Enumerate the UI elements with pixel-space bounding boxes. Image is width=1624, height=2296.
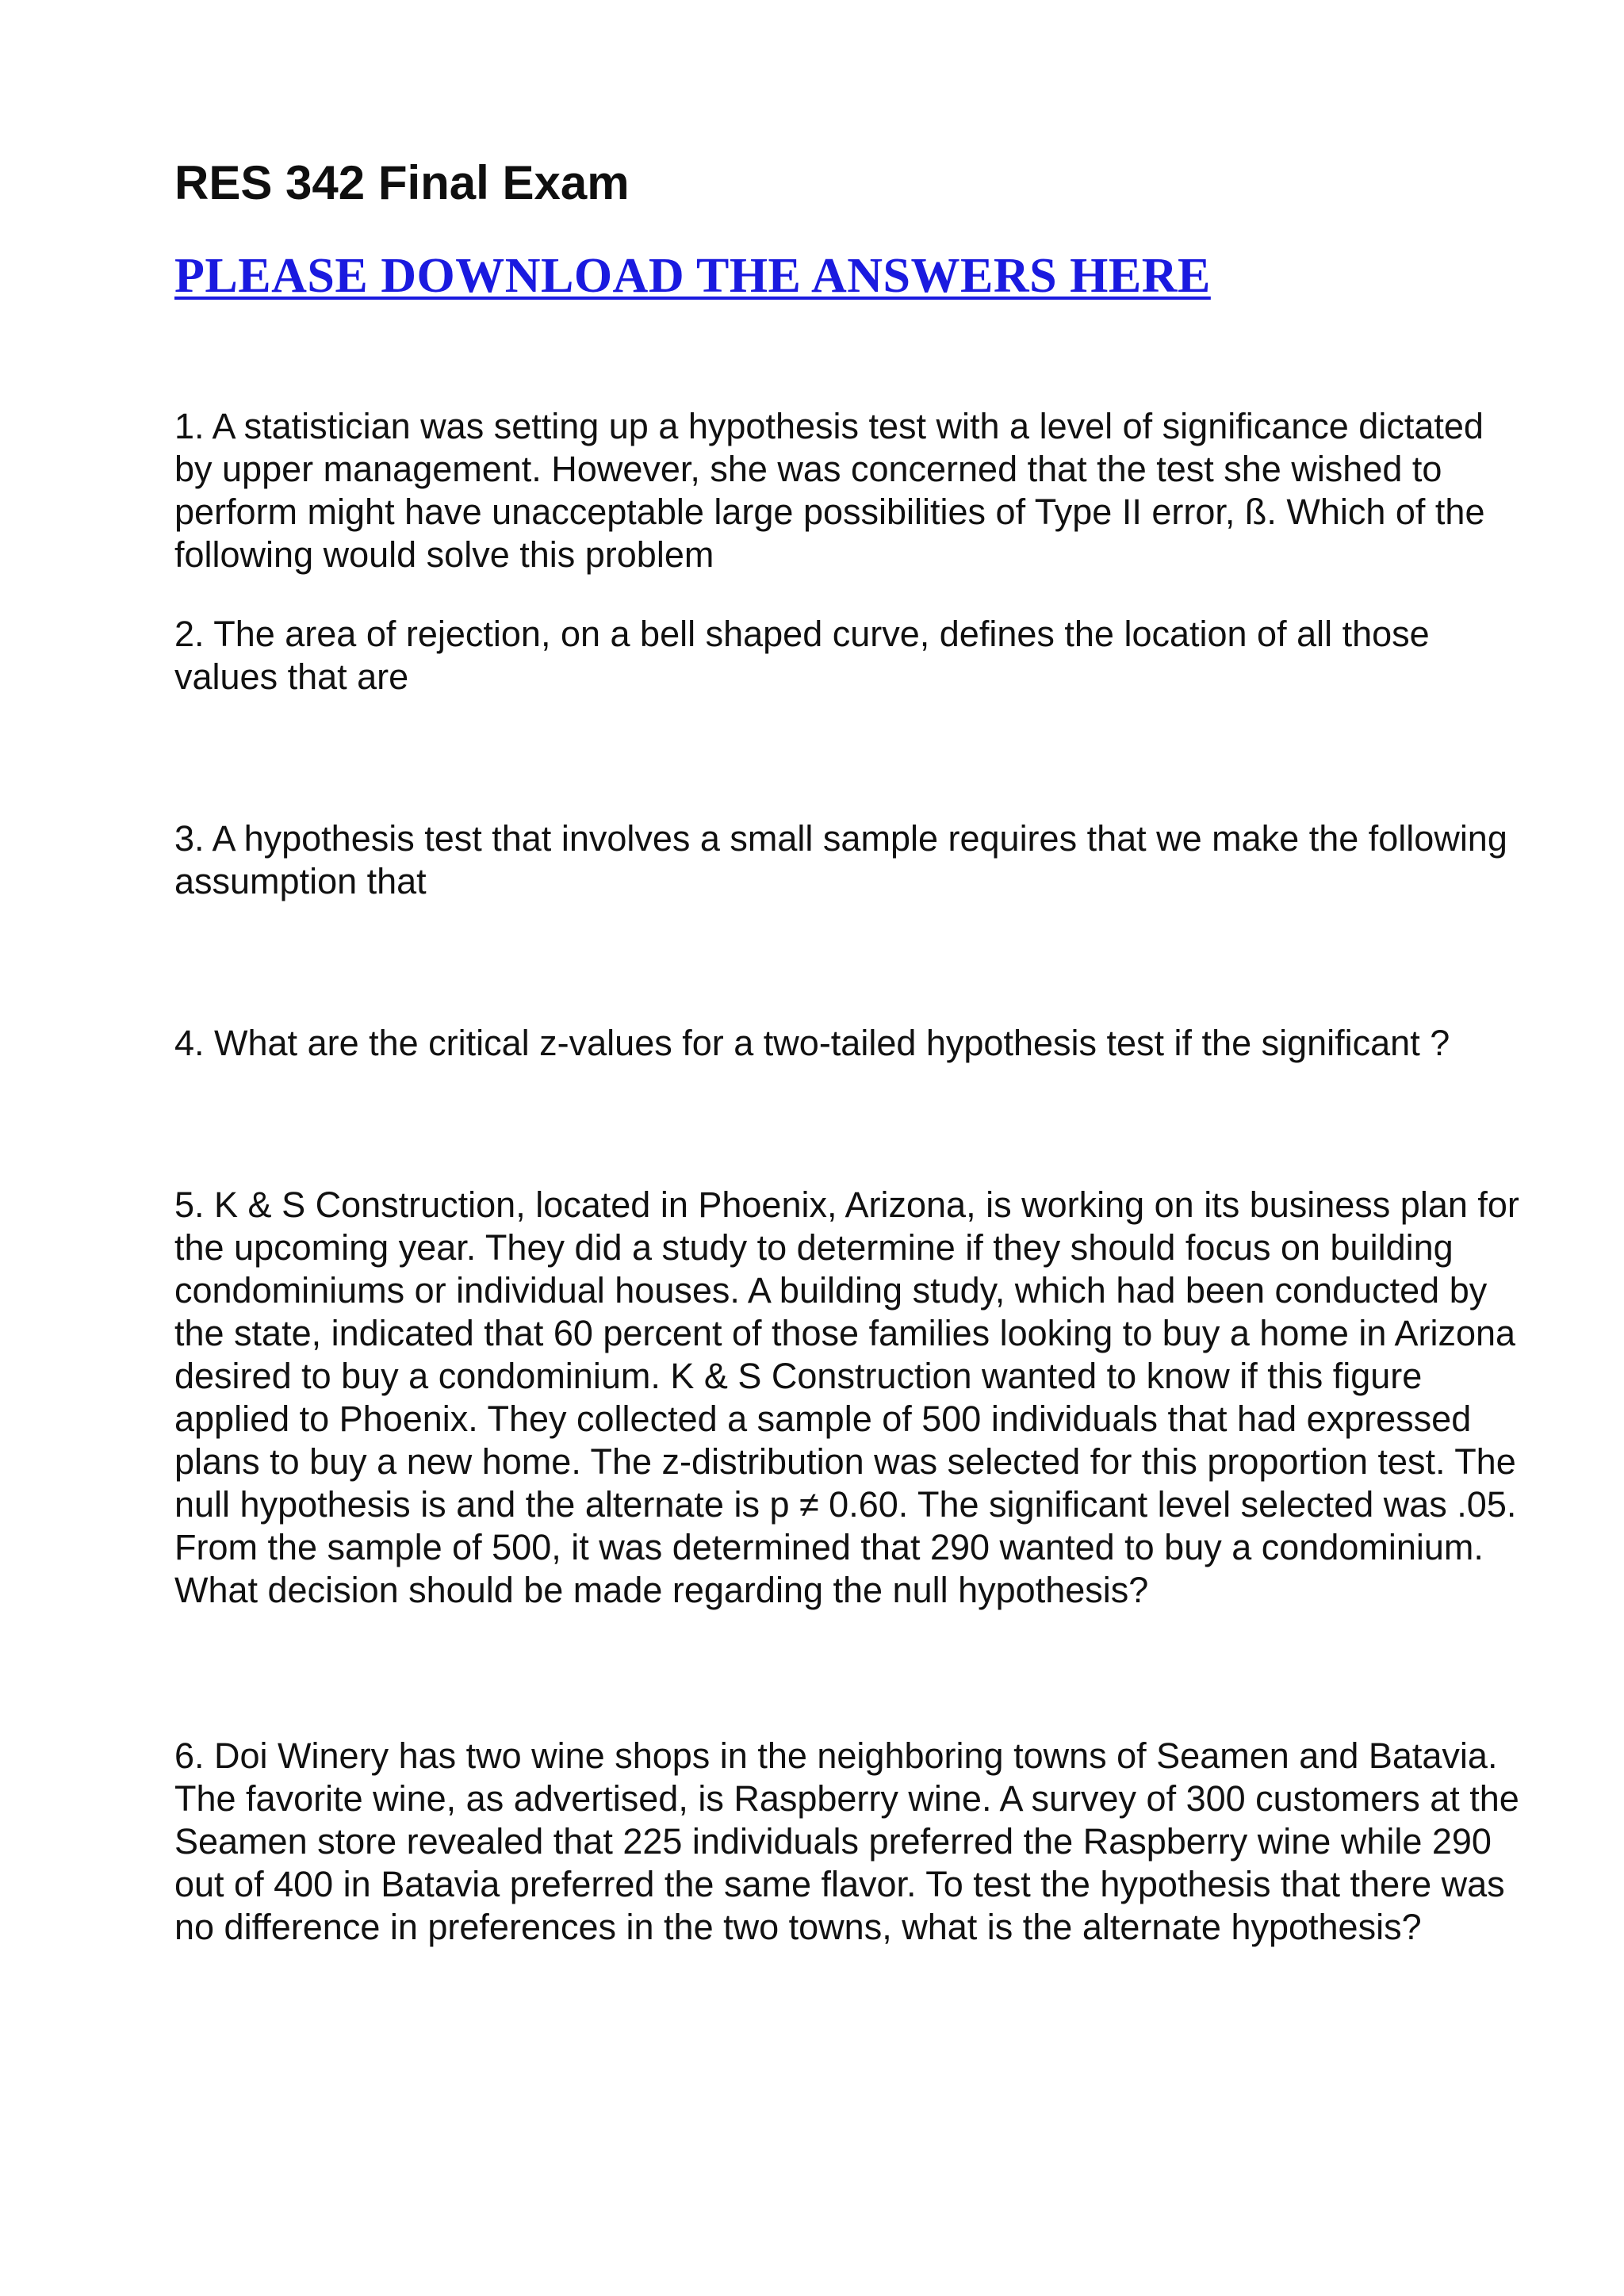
question-6: 6. Doi Winery has two wine shops in the neighboring towns of Seamen and Batavia. The favorite wine, as advertised, is Raspberry wine. A survey of 300 customers at the Seamen store revealed that 225 individuals preferred the Raspberry wine while 290 out of 400 in Batavia preferred the same flavor. To test the hypothesis that there was no difference in preferences in the two towns, what is the alternate hypothesis? (174, 1735, 1519, 1947)
question-4: 4. What are the critical z-values for a two-tailed hypothesis test if the significant ? (174, 1023, 1450, 1063)
question-list (174, 405, 1522, 1949)
question-1: 1. A statistician was setting up a hypothesis test with a level of significance dictated by upper management. However, she was concerned that the test she wished to perform might have unacceptable large possibilities of Type II error, ß. Which of the following would solve this problem (174, 406, 1485, 575)
question-3: 3. A hypothesis test that involves a small sample requires that we make the following assumption that (174, 818, 1507, 901)
document-content (174, 155, 1522, 1949)
document-title: RES 342 Final Exam (174, 156, 630, 209)
download-answers-link[interactable]: PLEASE DOWNLOAD THE ANSWERS HERE (174, 249, 1211, 303)
question-5: 5. K & S Construction, located in Phoenix, Arizona, is working on its business plan for the upcoming year. They did a study to determine if they should focus on building condominiums or individual houses. A building study, which had been conducted by the state, indicated that 60 percent of those families looking to buy a home in Arizona desired to buy a condominium. K & S Construction wanted to know if this figure applied to Phoenix. They collected a sample of 500 individuals that had expressed plans to buy a new home. The z-distribution was selected for this proportion test. The null hypothesis is and the alternate is p ≠ 0.60. The significant level selected was .05. From the sample of 500, it was determined that 290 wanted to buy a condominium. What decision should be made regarding the null hypothesis? (174, 1184, 1519, 1610)
question-2: 2. The area of rejection, on a bell shaped curve, defines the location of all those values that are (174, 614, 1430, 697)
